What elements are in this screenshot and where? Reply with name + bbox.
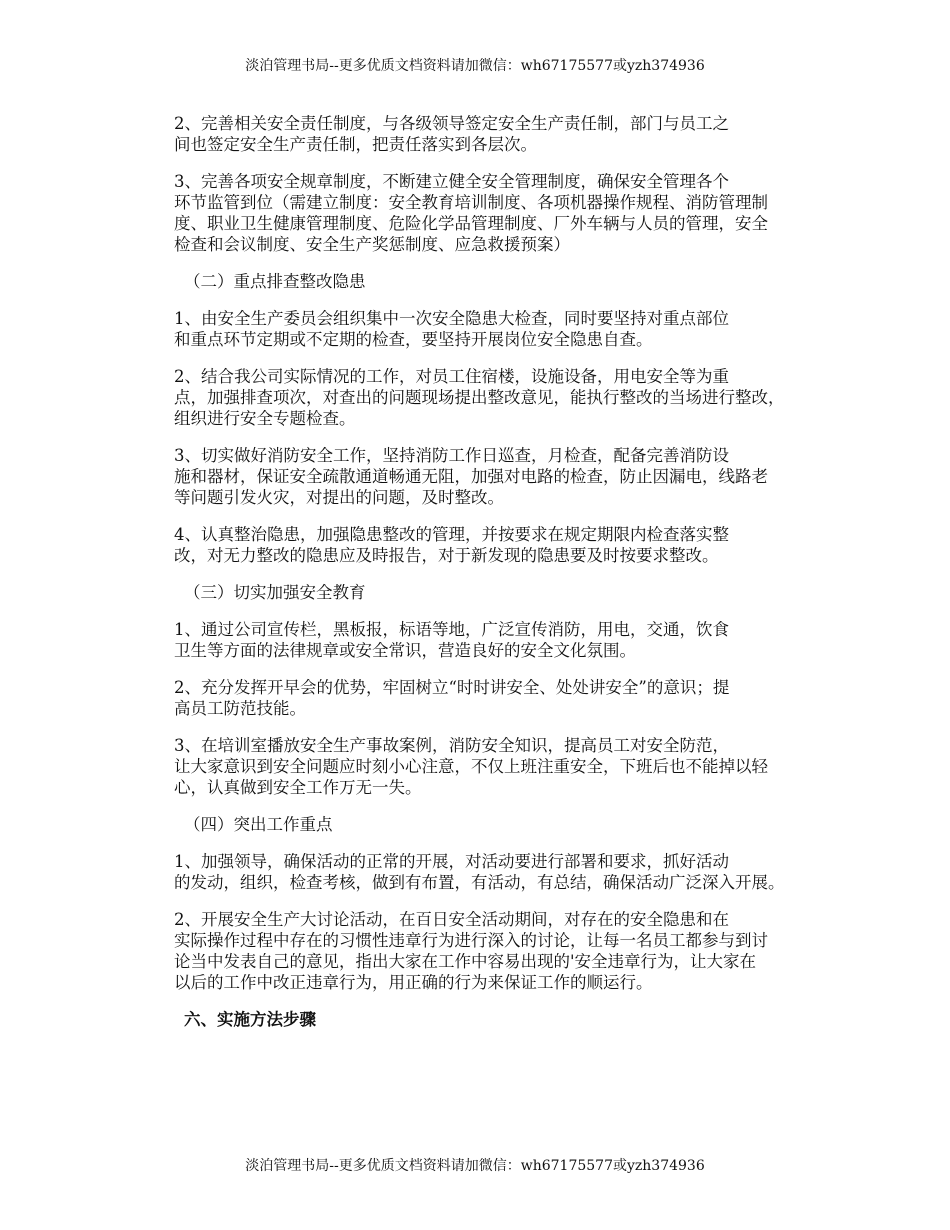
paragraph-line: 1、通过公司宣传栏，黑板报，标语等地，广泛宣传消防，用电，交通，饮食 — [174, 620, 729, 639]
chapter-heading: 六、实施方法步骤 — [184, 1010, 316, 1029]
paragraph-line: 卫生等方面的法律规章或安全常识，营造良好的安全文化氛围。 — [174, 641, 636, 660]
paragraph-line: 的发动，组织，检查考核，做到有布置，有活动，有总结，确保活动广泛深入开展。 — [174, 873, 785, 892]
paragraph-line: 论当中发表自己的意见，指出大家在工作中容易出现的'安全违章行为，让大家在 — [174, 952, 757, 971]
paragraph-line: 4、认真整治隐患，加强隐患整改的管理，并按要求在规定期限内检查落实整 — [174, 525, 729, 544]
paragraph-line: 让大家意识到安全问题应时刻小心注意，不仅上班注重安全，下班后也不能掉以轻 — [174, 757, 768, 776]
paragraph — [141, 677, 821, 719]
paragraph-line: 2、开展安全生产大讨论活动，在百日安全活动期间，对存在的安全隐患和在 — [174, 910, 729, 929]
paragraph-line: 2、完善相关安全责任制度，与各级领导签定安全生产责任制，部门与员工之 — [174, 114, 729, 133]
paragraph — [141, 445, 821, 508]
paragraph — [141, 113, 821, 155]
section-heading: （三）切实加强安全教育 — [184, 583, 366, 602]
paragraph-line: 以后的工作中改正违章行为，用正确的行为来保证工作的顺运行。 — [174, 973, 653, 992]
paragraph-line: 3、完善各项安全规章制度，不断建立健全安全管理制度，确保安全管理各个 — [174, 172, 729, 191]
paragraph-line: 检查和会议制度、安全生产奖惩制度、应急救援预案） — [174, 235, 570, 254]
paragraph-line: 心，认真做到安全工作万无一失。 — [174, 778, 422, 797]
paragraph-line: 环节监管到位（需建立制度：安全教育培训制度、各项机器操作规程、消防管理制 — [174, 193, 768, 212]
paragraph-line: 1、由安全生产委员会组织集中一次安全隐患大检查，同时要坚持对重点部位 — [174, 309, 729, 328]
paragraph — [141, 171, 821, 255]
paragraph-line: 2、结合我公司实际情况的工作，对员工住宿楼，设施设备，用电安全等为重 — [174, 367, 729, 386]
page-footer: 淡泊管理书局--更多优质文档资料请加微信：wh67175577或yzh374936 — [245, 1158, 705, 1174]
paragraph — [141, 909, 821, 993]
paragraph-line: 1、加强领导，确保活动的正常的开展，对活动要进行部署和要求，抓好活动 — [174, 852, 729, 871]
paragraph — [141, 366, 821, 429]
paragraph-line: 2、充分发挥开早会的优势，牢固树立“时时讲安全、处处讲安全”的意识；提 — [174, 678, 730, 697]
paragraph-line: 度、职业卫生健康管理制度、危险化学品管理制度、厂外车辆与人员的管理，安全 — [174, 214, 768, 233]
section-heading: （二）重点排查整改隐患 — [184, 272, 366, 291]
paragraph-line: 等问题引发火灾，对提出的问题，及时整改。 — [174, 488, 504, 507]
paragraph-line: 点，加强排查项次，对查出的问题现场提出整改意见，能执行整改的当场进行整改， — [174, 388, 785, 407]
paragraph-line: 和重点环节定期或不定期的检查，要坚持开展岗位安全隐患自查。 — [174, 330, 653, 349]
paragraph-line: 高员工防范技能。 — [174, 699, 306, 718]
paragraph-line: 间也签定安全生产责任制，把责任落实到各层次。 — [174, 135, 537, 154]
paragraph — [141, 524, 821, 566]
paragraph-line: 改，对无力整改的隐患应及時报告，对于新发现的隐患要及时按要求整改。 — [174, 546, 719, 565]
paragraph-line: 组织进行安全专题检查。 — [174, 409, 356, 428]
paragraph-line: 施和器材，保证安全疏散通道畅通无阻，加强对电路的检查，防止因漏电，线路老 — [174, 467, 768, 486]
paragraph-line: 3、切实做好消防安全工作，坚持消防工作日巡查，月检查，配备完善消防设 — [174, 446, 729, 465]
paragraph — [141, 735, 821, 798]
paragraph-line: 实际操作过程中存在的习惯性违章行为进行深入的讨论，让每一名员工都参与到讨 — [174, 931, 768, 950]
document-body — [141, 113, 821, 1030]
paragraph-line: 3、在培训室播放安全生产事故案例，消防安全知识，提高员工对安全防范， — [174, 736, 729, 755]
paragraph — [141, 308, 821, 350]
paragraph — [141, 619, 821, 661]
paragraph — [141, 851, 821, 893]
section-heading: （四）突出工作重点 — [184, 815, 333, 834]
page-header: 淡泊管理书局--更多优质文档资料请加微信：wh67175577或yzh374936 — [245, 58, 705, 74]
